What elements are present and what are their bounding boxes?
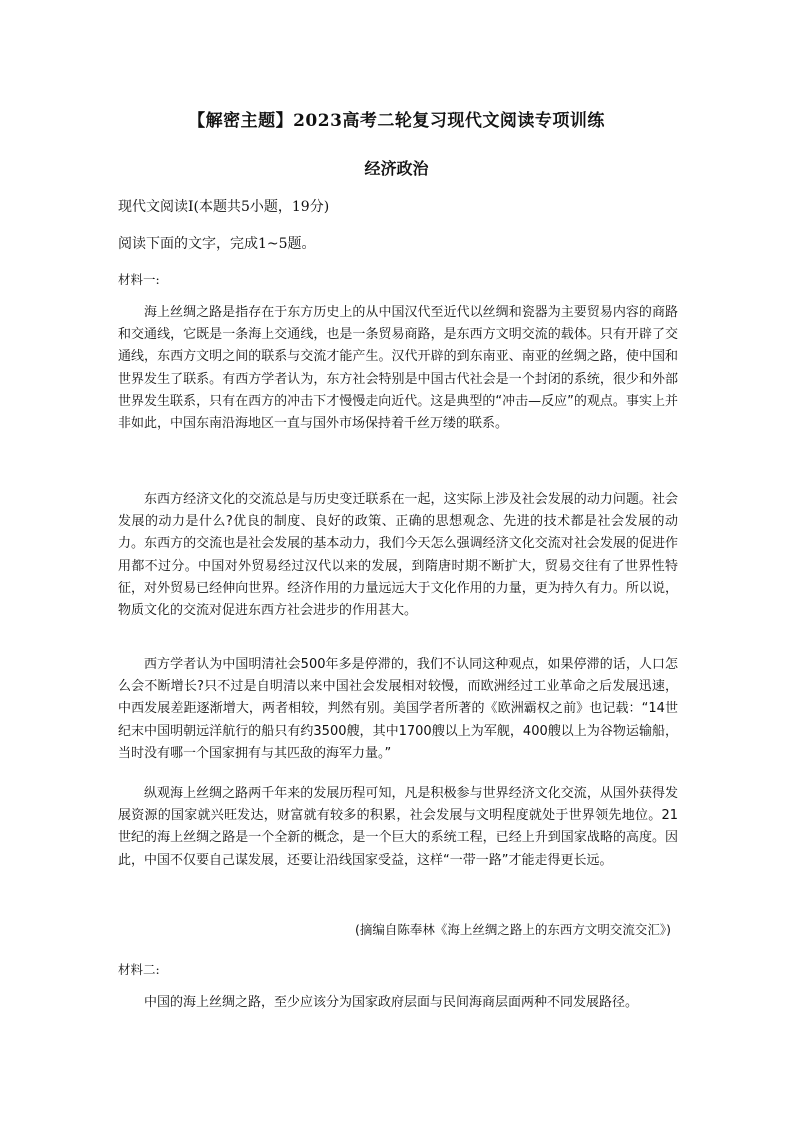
material-one-paragraph-3: 西方学者认为中国明清社会500年多是停滞的，我们不认同这种观点，如果停滞的话，人口怎么会不断增长?只不过是自明清以来中国社会发展相对较慢，而欧洲经过工业革命之后发展迅速，中西发展差距逐渐增大，两者相较，判然有别。美国学者所著的《欧洲霸权之前》也记载：“14世纪末中国明朝远洋航行的船只有约3500艘，其中1700艘以上为军舰，400艘以上为谷物运输船，当时没有哪一个国家拥有与其匹敌的海军力量。”: [118, 657, 678, 761]
section-heading: 现代文阅读Ⅰ(本题共5小题，19分): [118, 199, 330, 215]
material-one-paragraph-1: 海上丝绸之路是指存在于东方历史上的从中国汉代至近代以丝绸和瓷器为主要贸易内容的商路和交通线，它既是一条海上交通线，也是一条贸易商路，是东西方文明交流的载体。只有开辟了交通线，东西方文明之间的联系与交流才能产生。汉代开辟的到东南亚、南亚的丝绸之路，使中国和世界发生了联系。有西方学者认为，东方社会特别是中国古代社会是一个封闭的系统，很少和外部世界发生联系，只有在西方的冲击下才慢慢走向近代。这是典型的“冲击—反应”的观点。事实上并非如此，中国东南沿海地区一直与国外市场保持着千丝万缕的联系。: [118, 305, 678, 432]
material-two-paragraph-1: 中国的海上丝绸之路，至少应该分为国家政府层面与民间海商层面两种不同发展路径。: [144, 995, 639, 1010]
material-two-label: 材料二:: [118, 962, 160, 977]
material-one-label: 材料一:: [118, 272, 160, 287]
section-instruction: 阅读下面的文字，完成1~5题。: [118, 236, 316, 252]
page-subtitle: 经济政治: [364, 159, 429, 178]
material-one-paragraph-2: 东西方经济文化的交流总是与历史变迁联系在一起，这实际上涉及社会发展的动力问题。社会发展的动力是什么?优良的制度、良好的政策、正确的思想观念、先进的技术都是社会发展的动力。东西方的交流也是社会发展的基本动力，我们今天怎么强调经济文化交流对社会发展的促进作用都不过分。中国对外贸易经过汉代以来的发展，到隋唐时期不断扩大，贸易交往有了世界性特征，对外贸易已经伸向世界。经济作用的力量远远大于文化作用的力量，更为持久有力。所以说，物质文化的交流对促进东西方社会进步的作用甚大。: [118, 492, 678, 619]
page-title: 【解密主题】2023高考二轮复习现代文阅读专项训练: [188, 111, 605, 131]
material-one-paragraph-4: 纵观海上丝绸之路两千年来的发展历程可知，凡是积极参与世界经济文化交流，从国外获得发展资源的国家就兴旺发达，财富就有较多的积累，社会发展与文明程度就处于世界领先地位。21世纪的海上丝绸之路是一个全新的概念，是一个巨大的系统工程，已经上升到国家战略的高度。因此，中国不仅要自己谋发展，还要让沿线国家受益，这样“一带一路”才能走得更长远。: [118, 786, 678, 868]
material-one-source: (摘编自陈奉林《海上丝绸之路上的东西方文明交流交汇》): [354, 922, 671, 937]
